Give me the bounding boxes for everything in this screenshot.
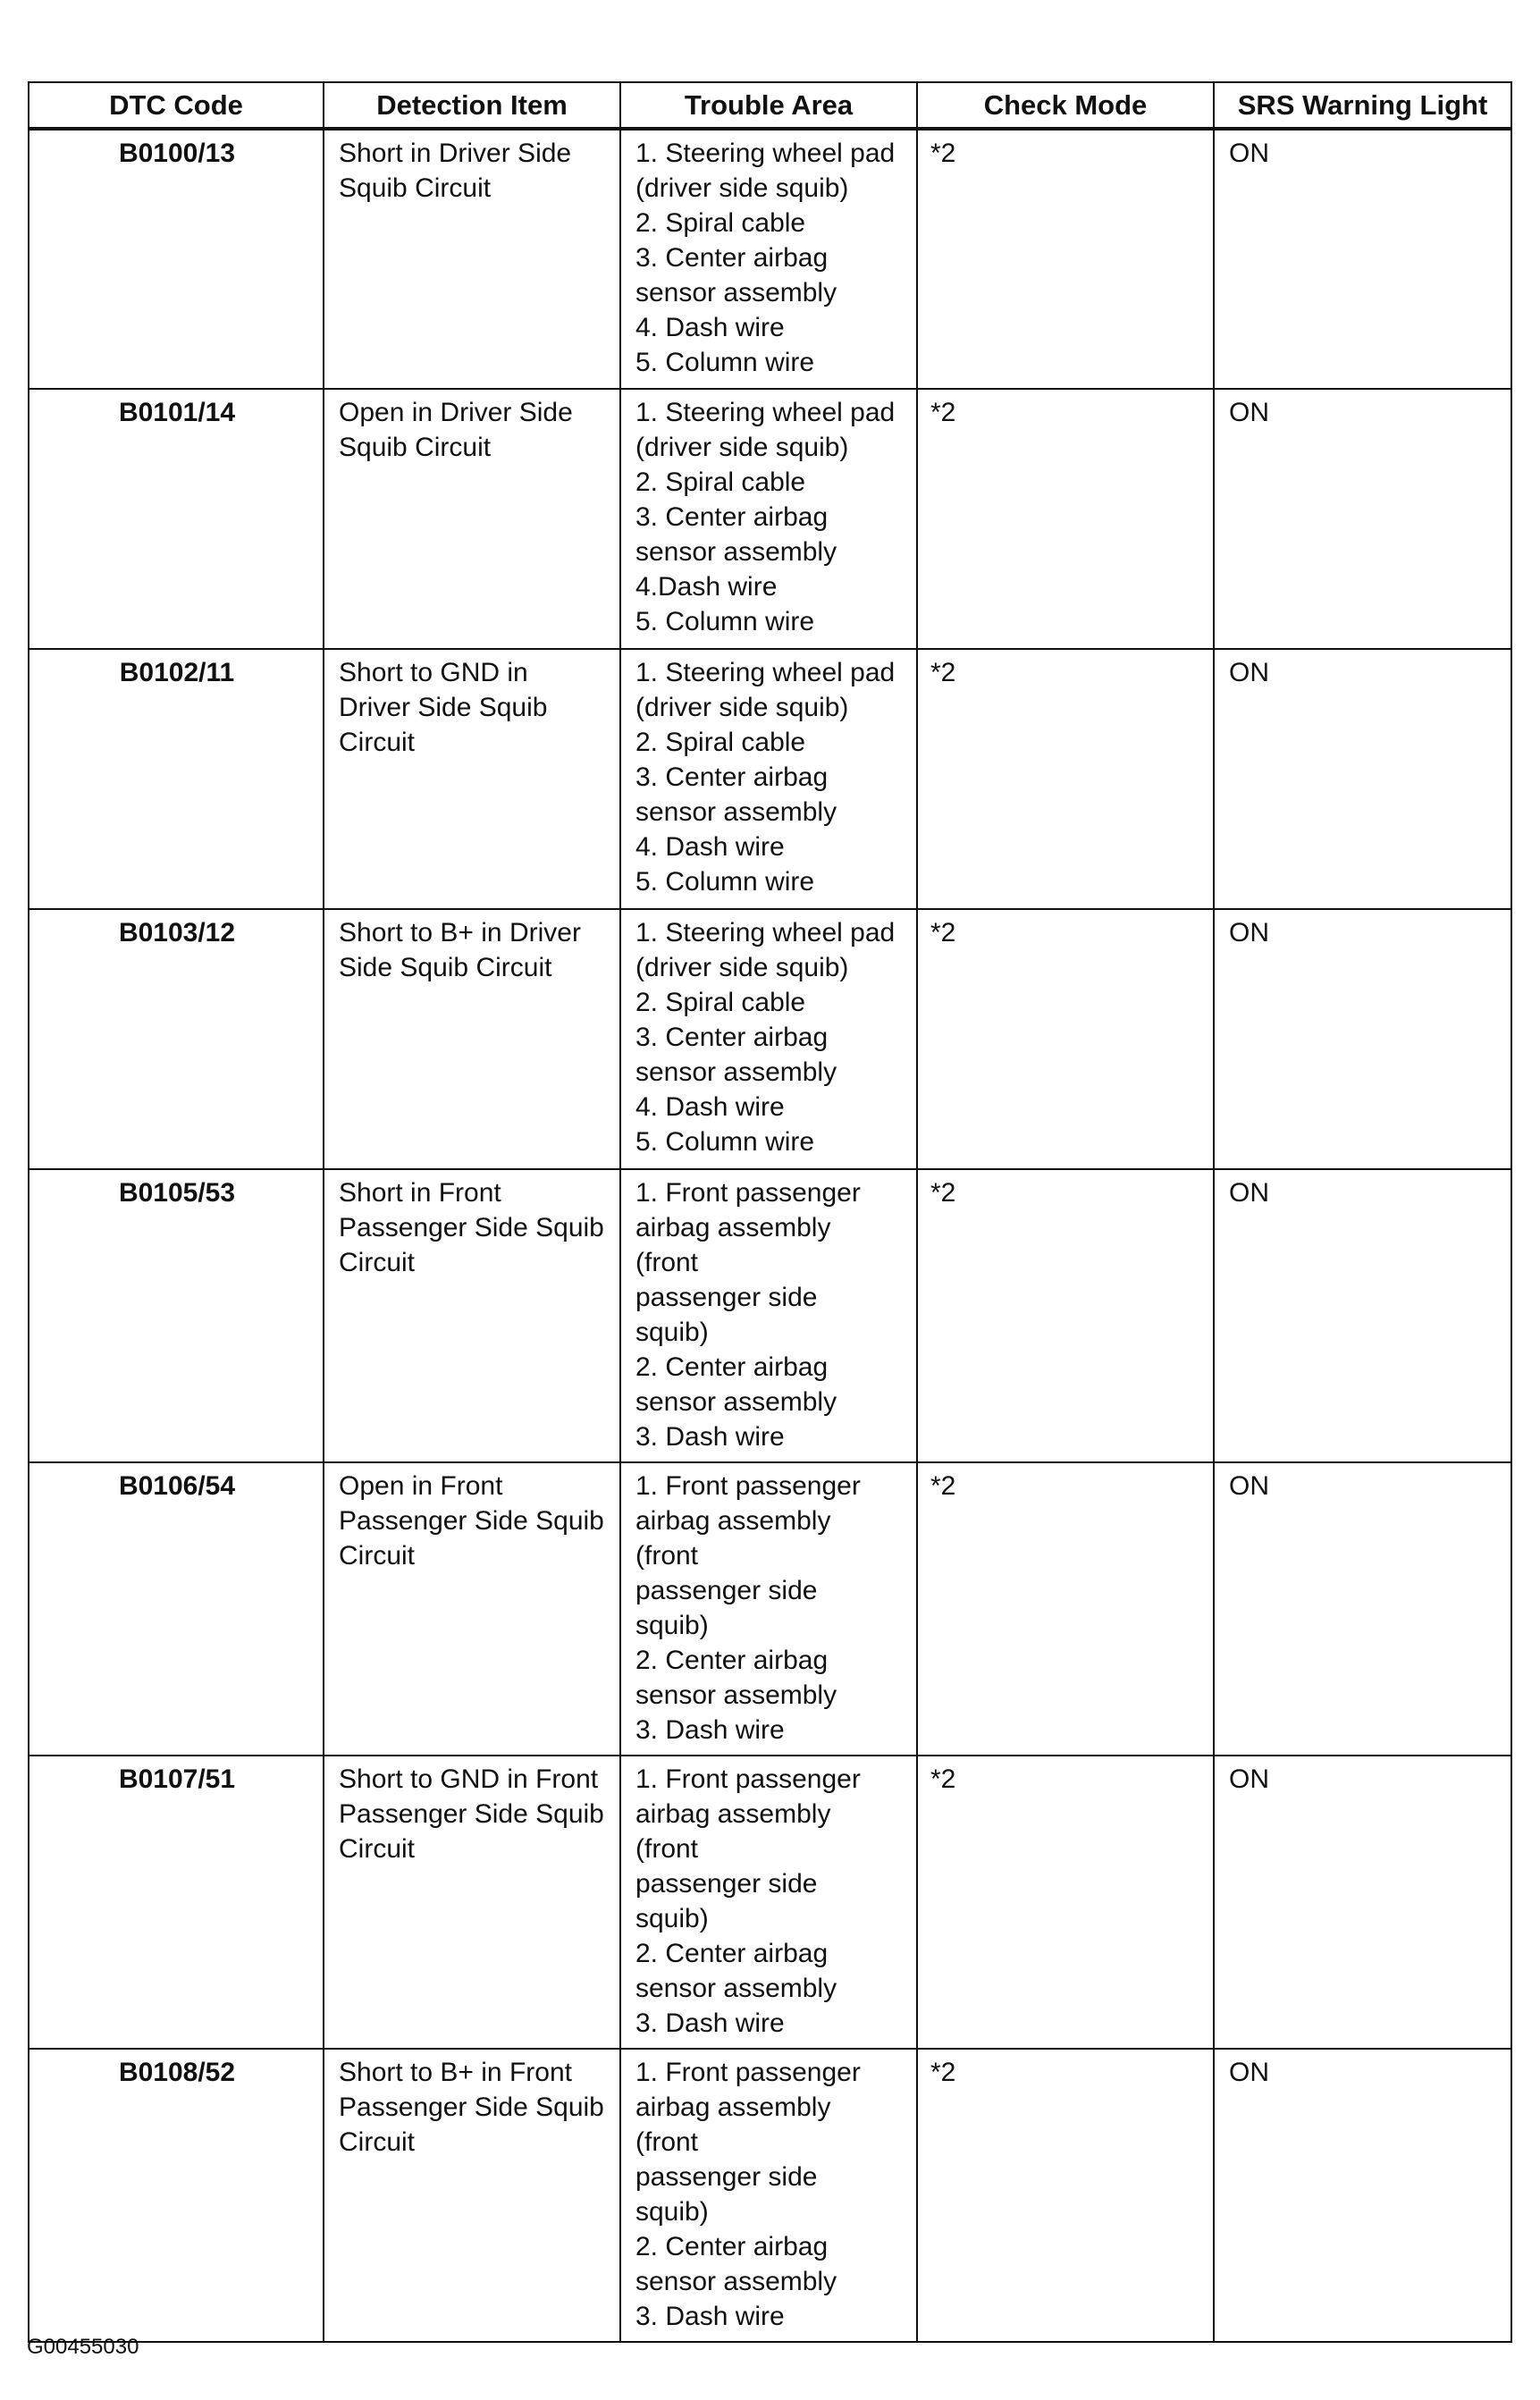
trouble-area-line: 4.Dash wire (635, 572, 778, 602)
dtc-code: B0108/52 (29, 2049, 324, 2342)
trouble-area-line: (front (635, 1541, 699, 1571)
trouble-area-line: sensor assembly (635, 1387, 837, 1417)
dtc-code: B0100/13 (29, 129, 324, 389)
trouble-area-line: 1. Front passenger (635, 2058, 861, 2087)
trouble-area-line: airbag assembly (635, 1213, 831, 1242)
table-header (29, 82, 1511, 129)
trouble-area-line: sensor assembly (635, 537, 837, 567)
detection-item: Short to GND in Front Passenger Side Squib Circuit (324, 1756, 620, 2049)
check-mode: *2 (917, 1169, 1214, 1462)
header-check-mode: Check Mode (917, 82, 1214, 129)
trouble-area-line: airbag assembly (635, 1506, 831, 1536)
trouble-area-line: passenger side (635, 1283, 818, 1312)
trouble-area-line: 1. Front passenger (635, 1764, 861, 1794)
dtc-code: B0107/51 (29, 1756, 324, 2049)
dtc-code: B0103/12 (29, 909, 324, 1169)
trouble-area-line: squib) (635, 1318, 709, 1347)
table-row (29, 2049, 1511, 2342)
trouble-area-line: 1. Steering wheel pad (635, 658, 896, 687)
trouble-area-line: 4. Dash wire (635, 313, 785, 342)
trouble-area-line: 3. Dash wire (635, 2008, 785, 2038)
trouble-area-line: 2. Center airbag (635, 2232, 829, 2261)
trouble-area-line: 3. Dash wire (635, 1422, 785, 1452)
trouble-area-line: squib) (635, 1904, 709, 1933)
detection-item: Short to B+ in Driver Side Squib Circuit (324, 909, 620, 1169)
trouble-area-line: 1. Steering wheel pad (635, 398, 896, 427)
table-row (29, 649, 1511, 909)
trouble-area-line: airbag assembly (635, 2093, 831, 2122)
trouble-area-line: sensor assembly (635, 1680, 837, 1710)
srs-warning-light: ON (1214, 389, 1511, 649)
srs-warning-light: ON (1214, 129, 1511, 389)
trouble-area-line: 3. Center airbag (635, 762, 829, 792)
detection-item: Short to GND in Driver Side Squib Circuit (324, 649, 620, 909)
header-srs-warning-light: SRS Warning Light (1214, 82, 1511, 129)
trouble-area-line: 1. Steering wheel pad (635, 918, 896, 947)
check-mode: *2 (917, 1462, 1214, 1756)
trouble-area-line: 1. Front passenger (635, 1471, 861, 1501)
trouble-area-line: 1. Steering wheel pad (635, 139, 896, 168)
trouble-area (620, 649, 917, 909)
trouble-area-line: 2. Spiral cable (635, 728, 806, 757)
trouble-area-line: 2. Spiral cable (635, 988, 806, 1017)
trouble-area (620, 1462, 917, 1756)
trouble-area-line: passenger side (635, 1576, 818, 1605)
check-mode: *2 (917, 129, 1214, 389)
trouble-area-line: sensor assembly (635, 2267, 837, 2296)
trouble-area-line: 3. Dash wire (635, 1715, 785, 1745)
trouble-area-line: (driver side squib) (635, 953, 849, 982)
trouble-area-line: 3. Center airbag (635, 243, 829, 273)
trouble-area-line: 2. Center airbag (635, 1646, 829, 1675)
trouble-area-line: 2. Center airbag (635, 1939, 829, 1968)
trouble-area-line: (driver side squib) (635, 173, 849, 203)
dtc-code: B0106/54 (29, 1462, 324, 1756)
trouble-area-line: (front (635, 1834, 699, 1864)
detection-item: Short in Front Passenger Side Squib Circuit (324, 1169, 620, 1462)
srs-warning-light: ON (1214, 2049, 1511, 2342)
detection-item: Open in Driver Side Squib Circuit (324, 389, 620, 649)
header-trouble-area: Trouble Area (620, 82, 917, 129)
check-mode: *2 (917, 1756, 1214, 2049)
trouble-area-line: squib) (635, 1611, 709, 1640)
figure-id: G00455030 (27, 2335, 139, 2359)
table-body (29, 129, 1511, 2342)
table-row (29, 1169, 1511, 1462)
trouble-area-line: 5. Column wire (635, 607, 815, 636)
trouble-area-line: (front (635, 2127, 699, 2157)
trouble-area-line: 5. Column wire (635, 867, 815, 897)
trouble-area-line: squib) (635, 2197, 709, 2227)
detection-item: Short in Driver Side Squib Circuit (324, 129, 620, 389)
trouble-area-line: sensor assembly (635, 797, 837, 827)
header-row (29, 82, 1511, 129)
check-mode: *2 (917, 389, 1214, 649)
detection-item: Open in Front Passenger Side Squib Circuit (324, 1462, 620, 1756)
srs-warning-light: ON (1214, 1169, 1511, 1462)
trouble-area-line: 4. Dash wire (635, 832, 785, 862)
trouble-area-line: 3. Center airbag (635, 502, 829, 532)
trouble-area (620, 1756, 917, 2049)
srs-warning-light: ON (1214, 649, 1511, 909)
srs-warning-light: ON (1214, 1756, 1511, 2049)
table-row (29, 909, 1511, 1169)
trouble-area-line: 2. Center airbag (635, 1352, 829, 1382)
header-dtc-code: DTC Code (29, 82, 324, 129)
trouble-area (620, 2049, 917, 2342)
trouble-area-line: 5. Column wire (635, 1127, 815, 1157)
check-mode: *2 (917, 2049, 1214, 2342)
srs-warning-light: ON (1214, 1462, 1511, 1756)
trouble-area-line: (driver side squib) (635, 433, 849, 462)
trouble-area-line: 1. Front passenger (635, 1178, 861, 1208)
detection-item: Short to B+ in Front Passenger Side Squib Circuit (324, 2049, 620, 2342)
table-row (29, 1462, 1511, 1756)
trouble-area-line: 2. Spiral cable (635, 467, 806, 497)
trouble-area-line: sensor assembly (635, 1057, 837, 1087)
trouble-area (620, 389, 917, 649)
dtc-code: B0101/14 (29, 389, 324, 649)
trouble-area (620, 909, 917, 1169)
trouble-area-line: (driver side squib) (635, 693, 849, 722)
trouble-area-line: 5. Column wire (635, 348, 815, 377)
trouble-area (620, 1169, 917, 1462)
table-row (29, 389, 1511, 649)
dtc-code: B0102/11 (29, 649, 324, 909)
trouble-area-line: airbag assembly (635, 1799, 831, 1829)
trouble-area-line: 3. Center airbag (635, 1023, 829, 1052)
trouble-area-line: 4. Dash wire (635, 1092, 785, 1122)
trouble-area-line: 2. Spiral cable (635, 208, 806, 238)
dtc-table (28, 81, 1512, 2343)
trouble-area-line: passenger side (635, 2162, 818, 2192)
trouble-area-line: (front (635, 1248, 699, 1277)
check-mode: *2 (917, 649, 1214, 909)
trouble-area-line: passenger side (635, 1869, 818, 1899)
table-row (29, 1756, 1511, 2049)
header-detection-item: Detection Item (324, 82, 620, 129)
table-row (29, 129, 1511, 389)
check-mode: *2 (917, 909, 1214, 1169)
trouble-area (620, 129, 917, 389)
trouble-area-line: sensor assembly (635, 1974, 837, 2003)
trouble-area-line: sensor assembly (635, 278, 837, 307)
dtc-code: B0105/53 (29, 1169, 324, 1462)
srs-warning-light: ON (1214, 909, 1511, 1169)
trouble-area-line: 3. Dash wire (635, 2302, 785, 2331)
